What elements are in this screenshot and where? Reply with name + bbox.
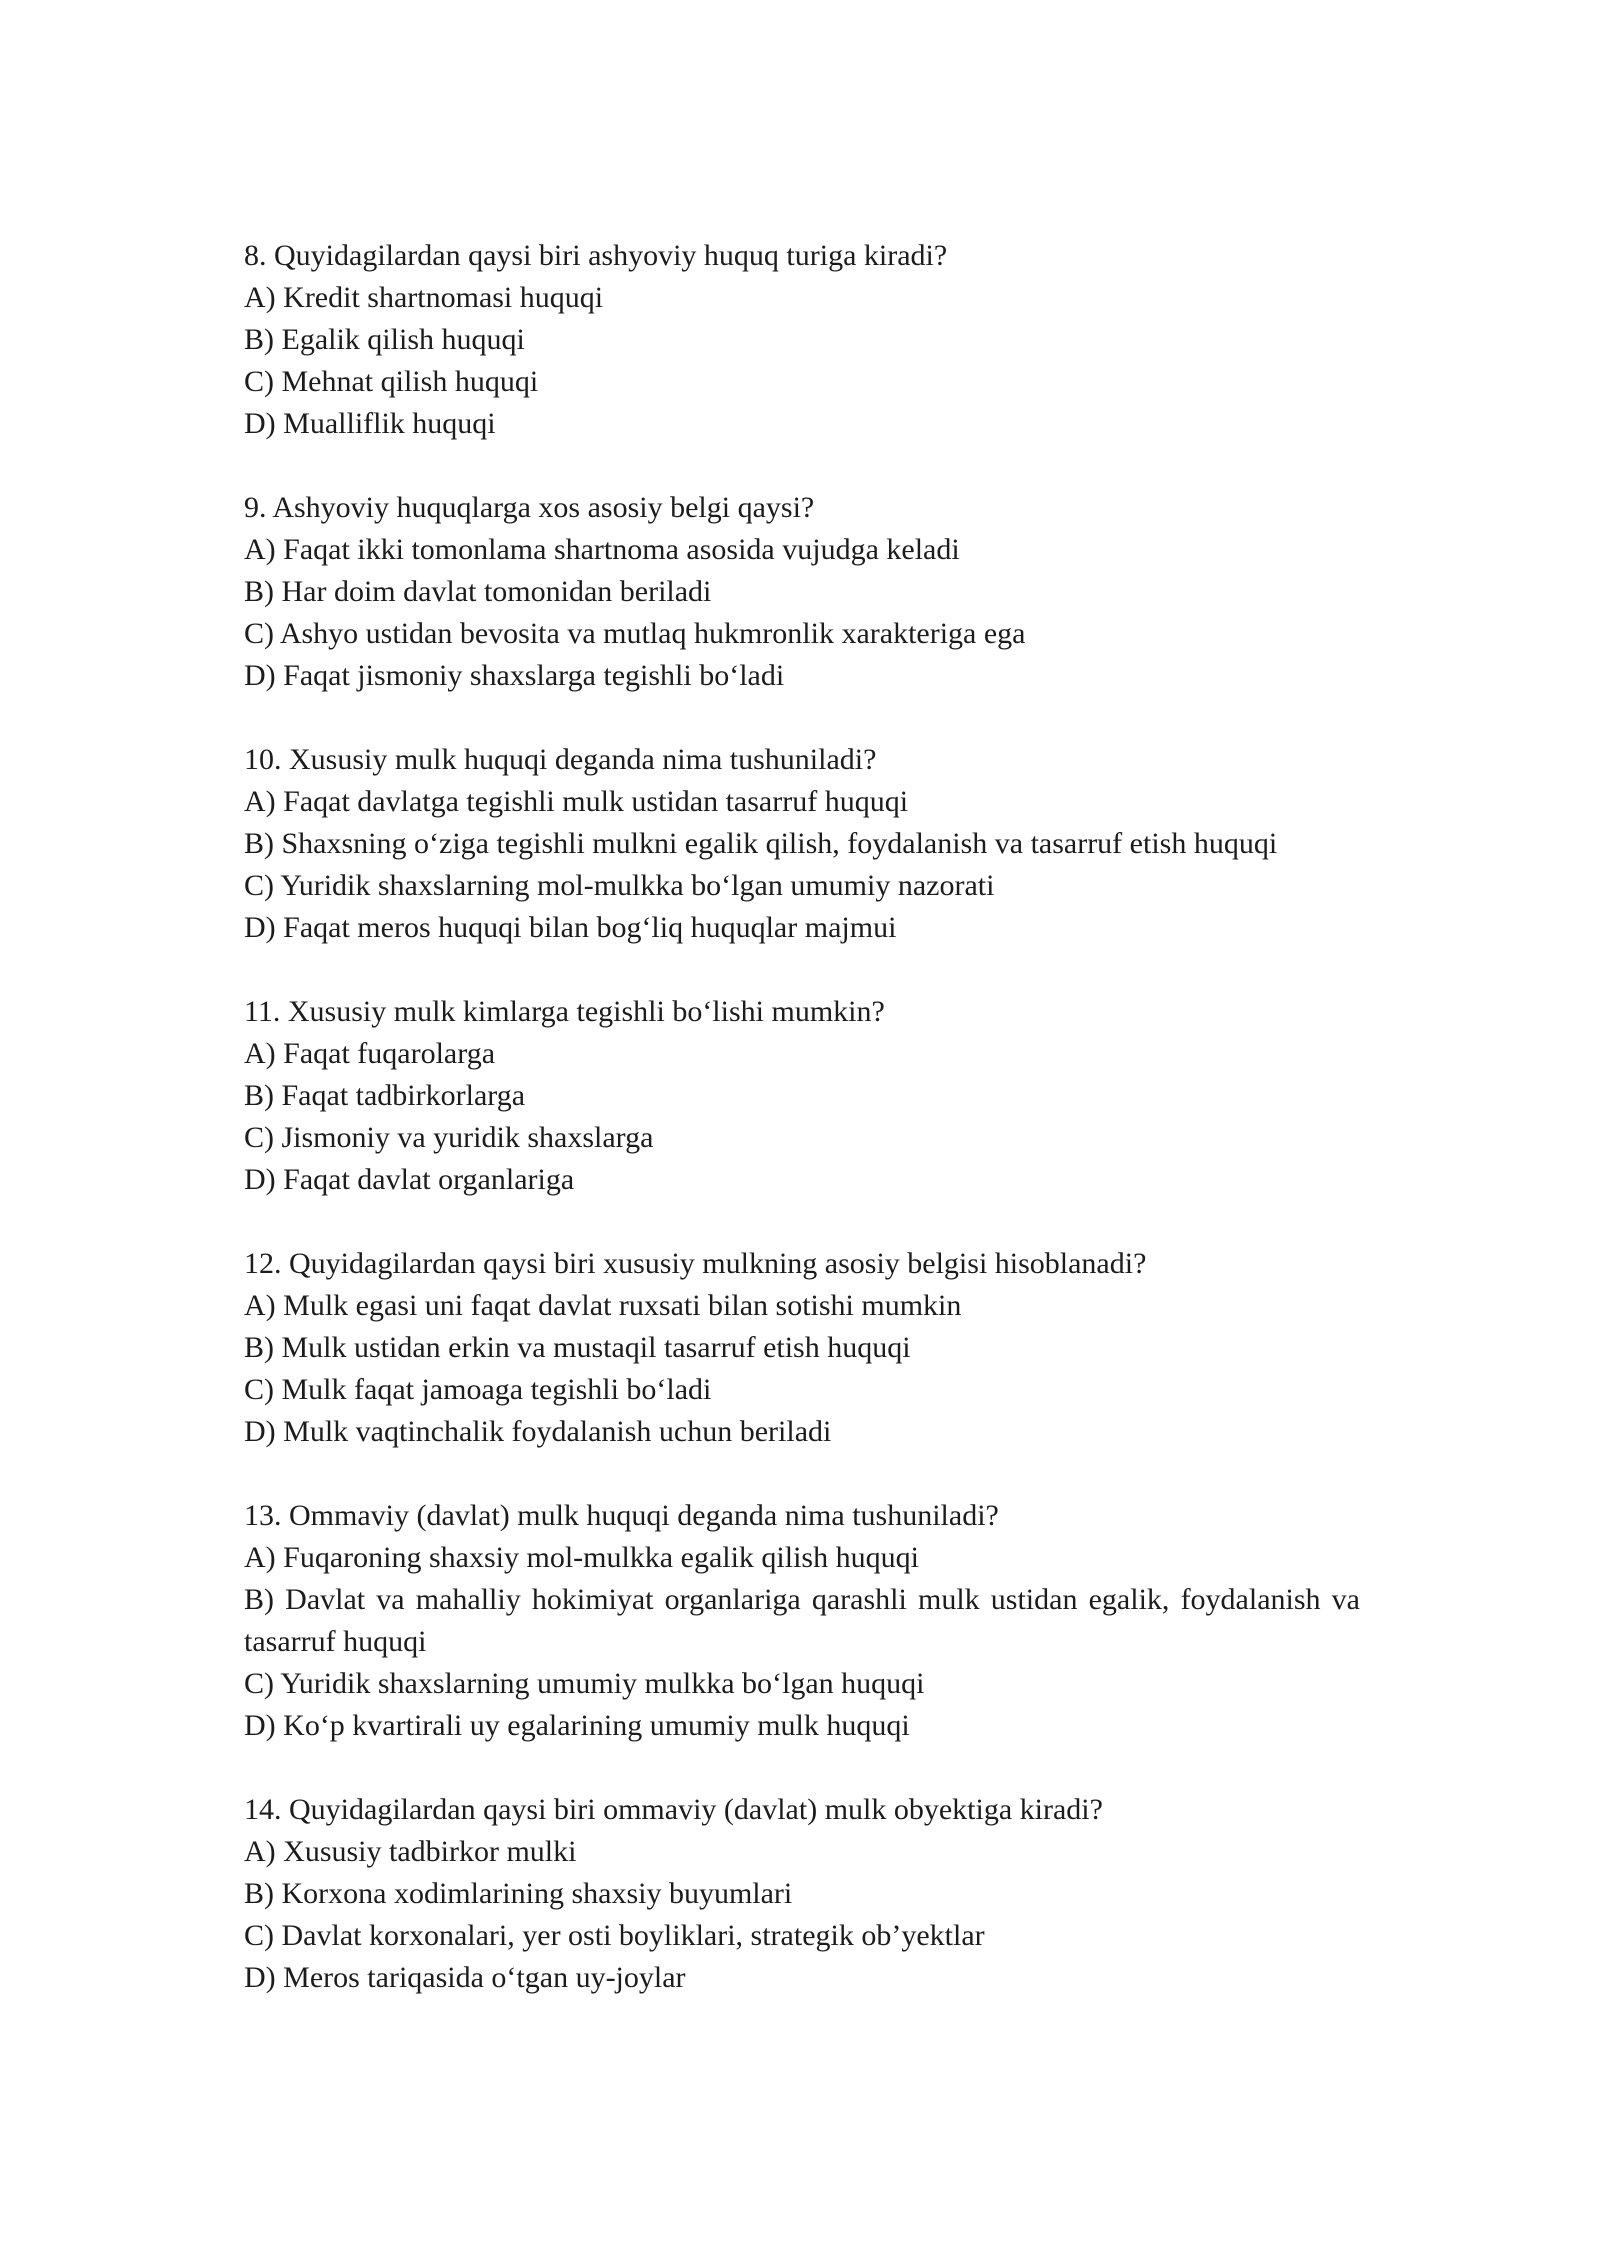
option-b: B) Shaxsning oʻziga tegishli mulkni egalik qilish, foydalanish va tasarruf etish huquqi bbox=[244, 827, 1278, 860]
question-text: 9. Ashyoviy huquqlarga xos asosiy belgi qaysi? bbox=[244, 491, 815, 524]
option-b: B) Egalik qilish huquqi bbox=[244, 323, 525, 356]
option-d: D) Mualliflik huquqi bbox=[244, 407, 496, 440]
question-8 bbox=[244, 235, 1360, 445]
question-10 bbox=[244, 739, 1360, 949]
option-b: B) Har doim davlat tomonidan beriladi bbox=[244, 575, 712, 608]
option-a: A) Fuqaroning shaxsiy mol-mulkka egalik qilish huquqi bbox=[244, 1541, 919, 1574]
question-13 bbox=[244, 1495, 1360, 1747]
document-page bbox=[244, 235, 1360, 2041]
question-text: 11. Xususiy mulk kimlarga tegishli boʻlishi mumkin? bbox=[244, 995, 885, 1028]
option-d: D) Koʻp kvartirali uy egalarining umumiy mulk huquqi bbox=[244, 1709, 910, 1742]
option-d: D) Faqat jismoniy shaxslarga tegishli boʻladi bbox=[244, 659, 785, 692]
option-c: C) Mehnat qilish huquqi bbox=[244, 365, 539, 398]
option-d: D) Mulk vaqtinchalik foydalanish uchun beriladi bbox=[244, 1415, 832, 1448]
question-text: 12. Quyidagilardan qaysi biri xususiy mulkning asosiy belgisi hisoblanadi? bbox=[244, 1247, 1147, 1280]
option-c: C) Ashyo ustidan bevosita va mutlaq hukmronlik xarakteriga ega bbox=[244, 617, 1026, 650]
option-b: B) Faqat tadbirkorlarga bbox=[244, 1079, 526, 1112]
option-a: A) Xususiy tadbirkor mulki bbox=[244, 1835, 577, 1868]
option-a: A) Faqat ikki tomonlama shartnoma asosida vujudga keladi bbox=[244, 533, 960, 566]
option-c: C) Yuridik shaxslarning mol-mulkka boʻlgan umumiy nazorati bbox=[244, 869, 995, 902]
option-b: B) Korxona xodimlarining shaxsiy buyumlari bbox=[244, 1877, 793, 1910]
question-11 bbox=[244, 991, 1360, 1201]
option-a: A) Faqat fuqarolarga bbox=[244, 1037, 496, 1070]
option-a: A) Mulk egasi uni faqat davlat ruxsati bilan sotishi mumkin bbox=[244, 1289, 962, 1322]
option-d: D) Faqat davlat organlariga bbox=[244, 1163, 575, 1196]
option-a: A) Faqat davlatga tegishli mulk ustidan tasarruf huquqi bbox=[244, 785, 909, 818]
question-14 bbox=[244, 1789, 1360, 1999]
option-b: B) Mulk ustidan erkin va mustaqil tasarruf etish huquqi bbox=[244, 1331, 911, 1364]
option-c: C) Yuridik shaxslarning umumiy mulkka boʻlgan huquqi bbox=[244, 1667, 925, 1700]
question-text: 8. Quyidagilardan qaysi biri ashyoviy huquq turiga kiradi? bbox=[244, 239, 948, 272]
option-b: B) Davlat va mahalliy hokimiyat organlariga qarashli mulk ustidan egalik, foydalanish va tasarruf huquqi bbox=[244, 1583, 1360, 1658]
option-d: D) Faqat meros huquqi bilan bogʻliq huquqlar majmui bbox=[244, 911, 897, 944]
option-c: C) Davlat korxonalari, yer osti boyliklari, strategik ob’yektlar bbox=[244, 1919, 985, 1952]
question-12 bbox=[244, 1243, 1360, 1453]
question-9 bbox=[244, 487, 1360, 697]
option-c: C) Mulk faqat jamoaga tegishli boʻladi bbox=[244, 1373, 712, 1406]
option-c: C) Jismoniy va yuridik shaxslarga bbox=[244, 1121, 654, 1154]
question-text: 13. Ommaviy (davlat) mulk huquqi deganda nima tushuniladi? bbox=[244, 1499, 999, 1532]
option-a: A) Kredit shartnomasi huquqi bbox=[244, 281, 604, 314]
question-text: 10. Xususiy mulk huquqi deganda nima tushuniladi? bbox=[244, 743, 877, 776]
question-text: 14. Quyidagilardan qaysi biri ommaviy (davlat) mulk obyektiga kiradi? bbox=[244, 1793, 1103, 1826]
option-d: D) Meros tariqasida oʻtgan uy-joylar bbox=[244, 1961, 686, 1994]
